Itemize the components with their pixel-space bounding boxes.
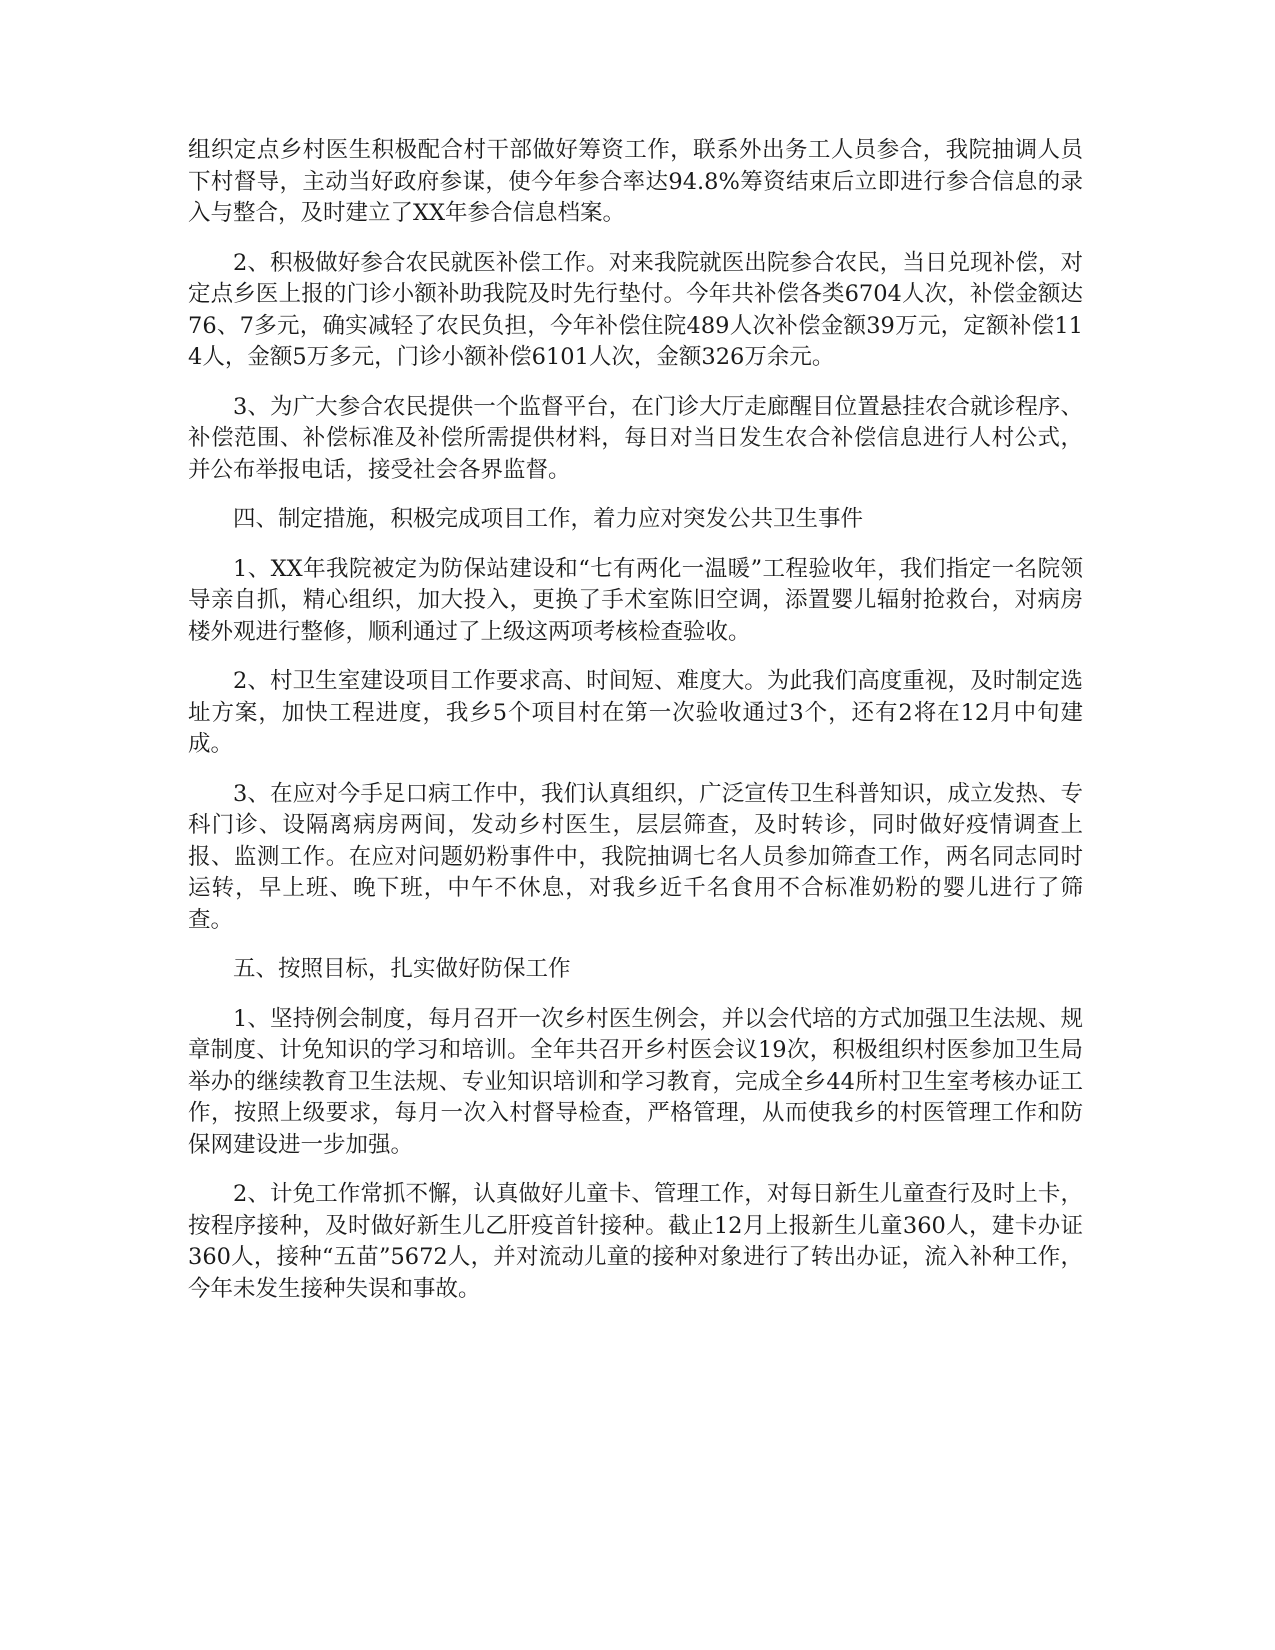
paragraph-item-2-immunization: 2、计免工作常抓不懈，认真做好儿童卡、管理工作，对每日新生儿童查行及时上卡，按程序接种，及时做好新生儿乙肝疫首针接种。截止12月上报新生儿童360人，建卡办证360人，接种“五苗”5672人，并对流动儿童的接种对象进行了转出办证，流入补种工作，今年未发生接种失误和事故。: [188, 1181, 1083, 1302]
paragraph-item-1-acceptance: 1、XX年我院被定为防保站建设和“七有两化一温暖”工程验收年，我们指定一名院领导亲自抓，精心组织，加大投入，更换了手术室陈旧空调，添置婴儿辐射抢救台，对病房楼外观进行整修，顺利通过了上级这两项考核检查验收。: [188, 555, 1083, 645]
paragraph-item-1-meetings: 1、坚持例会制度，每月召开一次乡村医生例会，并以会代培的方式加强卫生法规、规章制度、计免知识的学习和培训。全年共召开乡村医会议19次，积极组织村医参加卫生局举办的继续教育卫生法规、专业知识培训和学习教育，完成全乡44所村卫生室考核办证工作，按照上级要求，每月一次入村督导检查，严格管理，从而使我乡的村医管理工作和防保网建设进一步加强。: [188, 1005, 1083, 1158]
paragraph-item-3-supervision: 3、为广大参合农民提供一个监督平台，在门诊大厅走廊醒目位置悬挂农合就诊程序、补偿范围、补偿标准及补偿所需提供材料，每日对当日发生农合补偿信息进行人村公式，并公布举报电话，接受社会各界监督。: [188, 393, 1083, 483]
paragraph-item-3-epidemic-response: 3、在应对今手足口病工作中，我们认真组织，广泛宣传卫生科普知识，成立发热、专科门诊、设隔离病房两间，发动乡村医生，层层筛查，及时转诊，同时做好疫情调查上报、监测工作。在应对问题奶粉事件中，我院抽调七名人员参加筛查工作，两名同志同时运转，早上班、晚下班，中午不休息，对我乡近千名食用不合标准奶粉的婴儿进行了筛查。: [188, 780, 1083, 933]
paragraph-item-2-compensation: 2、积极做好参合农民就医补偿工作。对来我院就医出院参合农民，当日兑现补偿，对定点乡医上报的门诊小额补助我院及时先行垫付。今年共补偿各类6704人次，补偿金额达76、7多元，确实减轻了农民负担，今年补偿住院489人次补偿金额39万元，定额补偿114人，金额5万多元，门诊小额补偿6101人次，金额326万余元。: [188, 249, 1083, 370]
section-heading-4: 四、制定措施，积极完成项目工作，着力应对突发公共卫生事件: [233, 506, 864, 532]
section-heading-5: 五、按照目标，扎实做好防保工作: [233, 956, 571, 982]
paragraph-continuation: 组织定点乡村医生积极配合村干部做好筹资工作，联系外出务工人员参合，我院抽调人员下村督导，主动当好政府参谋，使今年参合率达94.8%筹资结束后立即进行参合信息的录入与整合，及时建立了XX年参合信息档案。: [188, 137, 1083, 226]
document-body: [188, 135, 1083, 1323]
paragraph-item-2-clinic-construction: 2、村卫生室建设项目工作要求高、时间短、难度大。为此我们高度重视，及时制定选址方案，加快工程进度，我乡5个项目村在第一次验收通过3个，还有2将在12月中旬建成。: [188, 668, 1083, 757]
